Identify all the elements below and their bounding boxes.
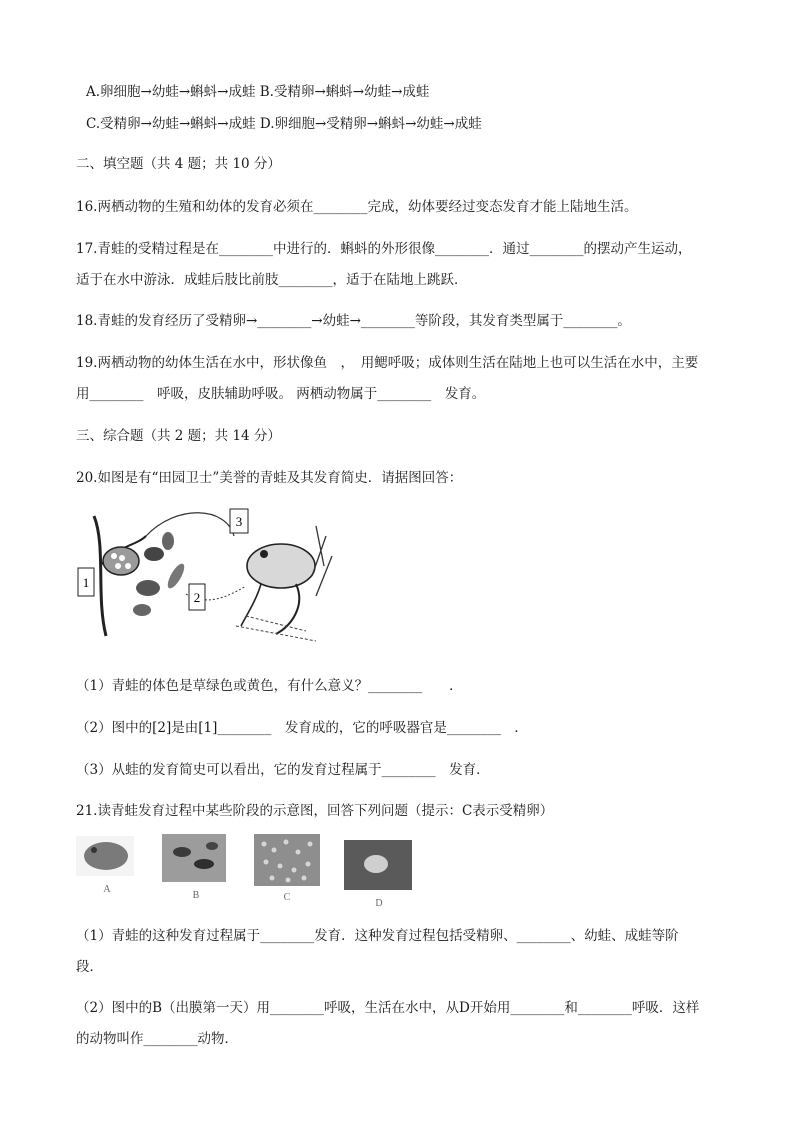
figure-label-2: 2 bbox=[193, 590, 201, 605]
question-20-sub3: （3）从蛙的发育简史可以看出，它的发育过程属于________ 发育． bbox=[76, 762, 490, 778]
option-row-ab: A.卵细胞→幼蛙→蝌蚪→成蛙 B.受精卵→蝌蚪→幼蛙→成蛙 bbox=[86, 84, 430, 100]
photo-label-d: D bbox=[375, 898, 383, 908]
tadpole-cluster bbox=[136, 580, 160, 596]
question-20-sub2: （2）图中的[2]是由[1]________ 发育成的，它的呼吸器官是________ ． bbox=[76, 720, 528, 736]
question-21-sub1-line1: （1）青蛙的这种发育过程属于________发育．这种发育过程包括受精卵、________、幼蛙、成蛙等阶 bbox=[76, 928, 679, 944]
photo-label-a: A bbox=[103, 884, 111, 895]
tadpole bbox=[165, 561, 188, 590]
cycle-arrow bbox=[146, 513, 234, 536]
figure-label-1: 1 bbox=[82, 575, 90, 590]
plant-stem bbox=[94, 516, 106, 636]
figure-label-3: 3 bbox=[235, 514, 243, 529]
question-19-line2: 用________ 呼吸，皮肤辅助呼吸。 两栖动物属于________ 发育。 bbox=[76, 386, 486, 402]
question-21-stem: 21.读青蛙发育过程中某些阶段的示意图，回答下列问题（提示：C表示受精卵） bbox=[76, 803, 554, 819]
frog-development-figure bbox=[76, 506, 346, 648]
question-18: 18.青蛙的发育经历了受精卵→________→幼蛙→________等阶段，其发育类型属于________。 bbox=[76, 313, 631, 329]
option-row-cd: C.受精卵→幼蛙→蝌蚪→成蛙 D.卵细胞→受精卵→蝌蚪→幼蛙→成蛙 bbox=[86, 116, 482, 132]
question-21-sub2-line2: 的动物叫作________动物． bbox=[76, 1031, 238, 1047]
photo-b-tadpoles bbox=[162, 834, 226, 882]
question-21-sub2-line1: （2）图中的B（出膜第一天）用________呼吸，生活在水中，从D开始用________和________呼吸．这样 bbox=[76, 1000, 700, 1016]
photo-a-frog bbox=[84, 842, 128, 870]
stage-photos-figure bbox=[76, 830, 416, 908]
question-19-line1: 19.两栖动物的幼体生活在水中，形状像鱼 ， 用鳃呼吸；成体则生活在陆地上也可以生活在水中，主要 bbox=[76, 355, 699, 371]
leaf bbox=[144, 547, 164, 561]
adult-frog bbox=[247, 544, 315, 588]
photo-label-b: B bbox=[192, 890, 200, 901]
section2-heading: 二、填空题（共 4 题；共 10 分） bbox=[76, 156, 281, 172]
question-17-line2: 适于在水中游泳．成蛙后肢比前肢________，适于在陆地上跳跃． bbox=[76, 272, 468, 288]
photo-label-c: C bbox=[283, 892, 291, 903]
question-20-sub1: （1）青蛙的体色是草绿色或黄色，有什么意义？________ ． bbox=[76, 678, 463, 694]
question-20-stem: 20.如图是有“田园卫士”美誉的青蛙及其发育简史．请据图回答： bbox=[76, 470, 463, 486]
section3-heading: 三、综合题（共 2 题；共 14 分） bbox=[76, 428, 281, 444]
egg-mass bbox=[103, 547, 139, 575]
question-21-sub1-line2: 段． bbox=[76, 959, 103, 975]
question-17-line1: 17.青蛙的受精过程是在________中进行的．蝌蚪的外形很像________．通过________的摆动产生运动， bbox=[76, 241, 692, 257]
question-16: 16.两栖动物的生殖和幼体的发育必须在________完成，幼体要经过变态发育才能上陆地生活。 bbox=[76, 199, 638, 215]
